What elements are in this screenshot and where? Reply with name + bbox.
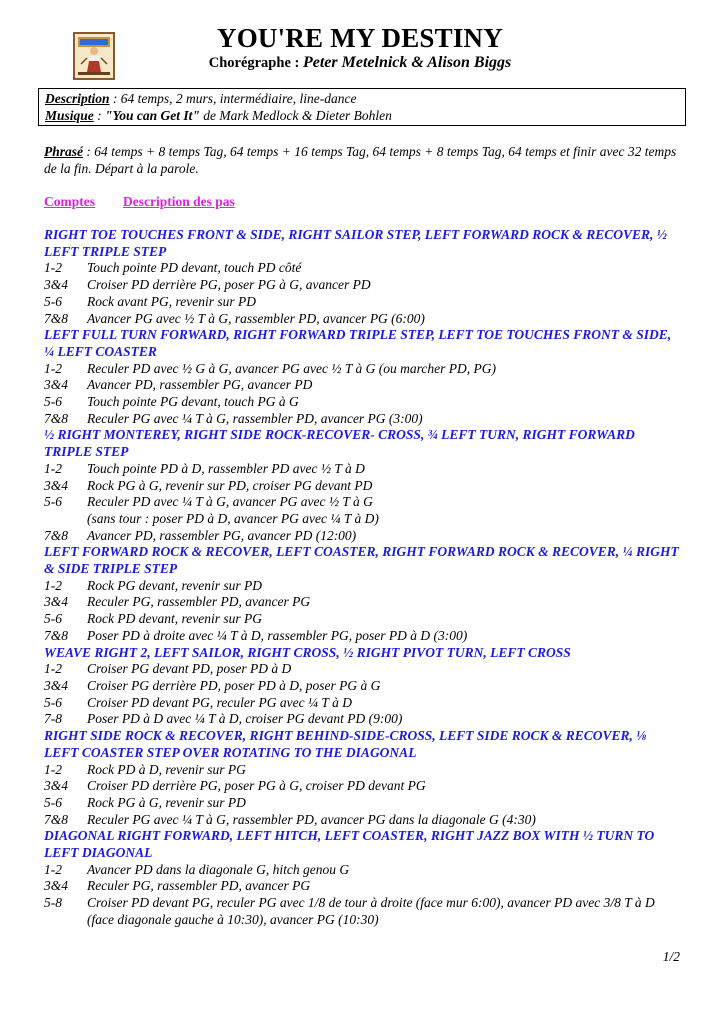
step-row <box>44 661 684 678</box>
step-row <box>44 695 684 712</box>
step-count: 7&8 <box>44 410 69 426</box>
step-count: 7&8 <box>44 310 69 326</box>
step-row <box>44 812 684 829</box>
step-count: 5-6 <box>44 694 62 710</box>
step-text: Avancer PD, rassembler PG, avancer PD <box>87 377 313 393</box>
section-title: WEAVE RIGHT 2, LEFT SAILOR, RIGHT CROSS, ½ RIGHT PIVOT TURN, LEFT CROSS <box>44 644 571 660</box>
step-text: Reculer PG, rassembler PD, avancer PG <box>87 594 311 610</box>
step-row <box>44 361 684 378</box>
phrase-paragraph <box>44 143 684 177</box>
step-text: Rock PD à D, revenir sur PG <box>87 761 246 777</box>
step-row <box>44 260 684 277</box>
step-count: 5-6 <box>44 494 62 510</box>
step-text: Avancer PD dans la diagonale G, hitch genou G <box>87 861 350 877</box>
music-line <box>45 108 679 125</box>
section-title: ½ RIGHT MONTEREY, RIGHT SIDE ROCK-RECOVER- CROSS, ¾ LEFT TURN, RIGHT FORWARD TRIPLE STEP <box>44 427 635 460</box>
step-row <box>44 411 684 428</box>
section-title: LEFT FULL TURN FORWARD, RIGHT FORWARD TRIPLE STEP, LEFT TOE TOUCHES FRONT & SIDE, ¼ LEFT COASTER <box>44 327 672 359</box>
step-count: 1-2 <box>44 360 62 376</box>
step-text: Touch pointe PG devant, touch PG à G <box>87 394 299 410</box>
step-count: 3&4 <box>44 778 69 794</box>
columns-header <box>44 193 235 210</box>
music-label: Musique <box>45 107 94 123</box>
step-text: Rock PG devant, revenir sur PD <box>87 577 262 593</box>
step-count: 1-2 <box>44 577 62 593</box>
step-text: Rock PG à G, revenir sur PD, croiser PG devant PD <box>87 477 373 493</box>
step-text: Croiser PD derrière PG, poser PG à G, croiser PD devant PG <box>87 778 426 794</box>
step-text: Croiser PG derrière PD, poser PD à D, poser PG à G <box>87 677 381 693</box>
step-text: Croiser PG devant PD, poser PD à D <box>87 661 292 677</box>
step-row <box>44 511 684 528</box>
description-text: : 64 temps, 2 murs, intermédiaire, line-dance <box>109 91 357 106</box>
step-count: 3&4 <box>44 878 69 894</box>
step-text: Croiser PD devant PG, reculer PG avec 1/8 de tour à droite (face mur 6:00), avancer PD avec 3/8 T à D (face diagonale gauche à 10:30), avancer PG (10:30) <box>87 895 655 927</box>
step-row <box>44 377 684 394</box>
step-count: 3&4 <box>44 677 69 693</box>
description-label: Description <box>45 91 110 106</box>
step-count: 3&4 <box>44 377 69 393</box>
step-row <box>44 862 684 879</box>
phrase-text: : 64 temps + 8 temps Tag, 64 temps + 16 temps Tag, 64 temps + 8 temps Tag, 64 temps et finir avec 32 temps de la fin. Départ à la parole. <box>44 144 677 176</box>
step-row <box>44 311 684 328</box>
step-text: Reculer PG avec ¼ T à G, rassembler PD, avancer PG dans la diagonale G (4:30) <box>87 811 536 827</box>
dancer-logo <box>73 32 115 80</box>
description-header: Description des pas <box>123 194 235 209</box>
music-artist: de Mark Medlock & Dieter Bohlen <box>199 107 392 123</box>
step-count: 5-6 <box>44 394 62 410</box>
step-row <box>44 611 684 628</box>
step-row <box>44 895 684 928</box>
step-row <box>44 478 684 495</box>
step-count: 3&4 <box>44 594 69 610</box>
section-title: LEFT FORWARD ROCK & RECOVER, LEFT COASTER, RIGHT FORWARD ROCK & RECOVER, ¼ RIGHT & SIDE TRIPLE STEP <box>44 544 679 577</box>
step-row <box>44 795 684 812</box>
step-count: 1-2 <box>44 761 62 777</box>
step-count: 7&8 <box>44 811 69 827</box>
step-text: Avancer PG avec ½ T à G, rassembler PD, avancer PG (6:00) <box>87 310 425 326</box>
section-title: RIGHT SIDE ROCK & RECOVER, RIGHT BEHIND-SIDE-CROSS, LEFT SIDE ROCK & RECOVER, ⅛ LEFT COASTER STEP OVER ROTATING TO THE DIAGONAL <box>44 728 647 760</box>
music-sep: : <box>93 107 106 123</box>
description-line <box>45 91 679 108</box>
step-row <box>44 678 684 695</box>
step-row <box>44 711 684 728</box>
step-count: 1-2 <box>44 260 62 276</box>
step-text: Poser PD à droite avec ¼ T à D, rassembler PG, poser PD à D (3:00) <box>87 627 468 643</box>
step-count: 7&8 <box>44 627 69 643</box>
step-count: 1-2 <box>44 861 62 877</box>
page-title: YOU'RE MY DESTINY <box>217 23 503 53</box>
step-row <box>44 628 684 645</box>
step-text: (sans tour : poser PD à D, avancer PG avec ¼ T à D) <box>87 510 379 526</box>
step-row <box>44 394 684 411</box>
info-box <box>38 88 686 126</box>
step-text: Poser PD à D avec ¼ T à D, croiser PG devant PD (9:00) <box>87 711 403 727</box>
step-count: 5-6 <box>44 293 62 309</box>
step-text: Reculer PD avec ¼ T à G, avancer PG avec ½ T à G <box>87 494 373 510</box>
step-row <box>44 494 684 511</box>
step-count: 3&4 <box>44 477 69 493</box>
step-text: Reculer PD avec ½ G à G, avancer PG avec ½ T à G (ou marcher PD, PG) <box>87 360 497 376</box>
step-row <box>44 294 684 311</box>
step-row <box>44 578 684 595</box>
counts-header: Comptes <box>44 194 95 209</box>
step-row <box>44 528 684 545</box>
step-row <box>44 878 684 895</box>
step-count <box>44 511 87 528</box>
step-row <box>44 461 684 478</box>
step-text: Avancer PD, rassembler PG, avancer PD (12:00) <box>87 527 357 543</box>
phrase-label: Phrasé <box>44 144 84 159</box>
choreographer-label: Chorégraphe : <box>208 55 300 71</box>
step-text: Croiser PD devant PG, reculer PG avec ¼ T à D <box>87 694 352 710</box>
page-number: 1/2 <box>662 949 680 964</box>
step-row <box>44 277 684 294</box>
step-count: 5-6 <box>44 611 62 627</box>
step-sheet <box>44 227 684 929</box>
choreographer-names: Peter Metelnick & Alison Biggs <box>302 54 512 71</box>
step-count: 7-8 <box>44 711 62 727</box>
step-count: 3&4 <box>44 277 69 293</box>
step-text: Reculer PG avec ¼ T à G, rassembler PD, avancer PG (3:00) <box>87 410 423 426</box>
step-text: Rock PG à G, revenir sur PD <box>87 794 246 810</box>
step-row <box>44 594 684 611</box>
section-title: DIAGONAL RIGHT FORWARD, LEFT HITCH, LEFT COASTER, RIGHT JAZZ BOX WITH ½ TURN TO LEFT DIAGONAL <box>44 828 655 861</box>
step-count: 1-2 <box>44 460 62 476</box>
step-count: 1-2 <box>44 661 62 677</box>
step-row <box>44 778 684 795</box>
step-count: 5-6 <box>44 794 62 810</box>
step-text: Croiser PD derrière PG, poser PG à G, avancer PD <box>87 277 371 293</box>
step-text: Rock PD devant, revenir sur PG <box>87 611 262 627</box>
step-row <box>44 762 684 779</box>
step-text: Reculer PG, rassembler PD, avancer PG <box>87 878 311 894</box>
step-count: 5-8 <box>44 895 62 911</box>
music-title: "You can Get It" <box>105 107 200 123</box>
section-title: RIGHT TOE TOUCHES FRONT & SIDE, RIGHT SAILOR STEP, LEFT FORWARD ROCK & RECOVER, ½ LEFT TRIPLE STEP <box>44 227 667 259</box>
step-count: 7&8 <box>44 527 69 543</box>
step-text: Rock avant PG, revenir sur PD <box>87 293 256 309</box>
step-text: Touch pointe PD à D, rassembler PD avec ½ T à D <box>87 460 365 476</box>
step-text: Touch pointe PD devant, touch PD côté <box>87 260 302 276</box>
choreographer-line <box>140 54 580 72</box>
